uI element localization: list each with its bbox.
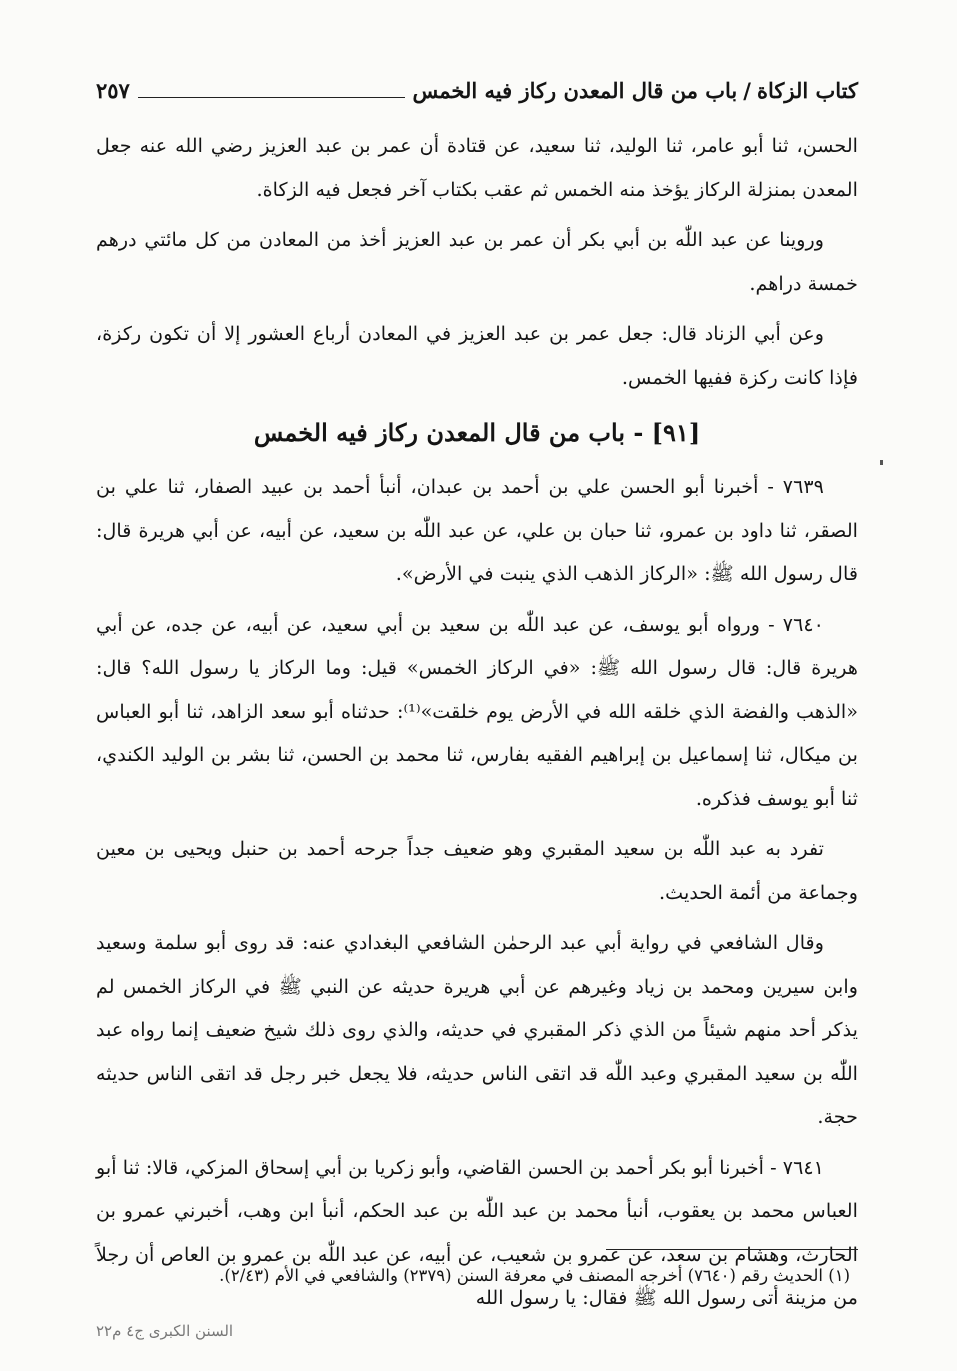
header-chapter-title: باب من قال المعدن ركاز فيه الخمس xyxy=(412,77,738,103)
hadith-7639: ٧٦٣٩ - أخبرنا أبو الحسن علي بن أحمد بن عبدان، أنبأ أحمد بن عبيد الصفار، ثنا علي بن الصقر، ثنا داود بن عمرو، ثنا حبان بن علي، عن عبد اللّٰه بن سعيد، عن أبيه، عن أبي هريرة قال: قال رسول الله ﷺ: «الركاز الذهب الذي ينبت في الأرض». xyxy=(96,475,858,585)
header-book-title: كتاب الزكاة xyxy=(756,77,858,103)
hadith-7640: ٧٦٤٠ - ورواه أبو يوسف، عن عبد اللّٰه بن سعيد بن أبي سعيد، عن أبيه، عن جده، عن أبي هريرة قال: قال رسول الله ﷺ: «في الركاز الخمس» قيل: وما الركاز يا رسول الله؟ قال: «الذهب والفضة الذي خلقه الله في الأرض يوم خلقت»⁽¹⁾: حدثناه أبو سعد الزاهد، ثنا أبو العباس بن ميكال، ثنا إسماعيل بن إبراهيم الفقيه بفارس، ثنا محمد بن الحسن، ثنا بشر بن الوليد الكندي، ثنا أبو يوسف فذكره. xyxy=(96,612,858,810)
volume-mark: السنن الكبرى ج٤ م٢٢ xyxy=(96,1322,234,1340)
paragraph: الحسن، ثنا أبو عامر، ثنا الوليد، ثنا سعيد، عن قتادة أن عمر بن عبد العزيز رضي الله عنه جعل المعدن بمنزلة الركاز يؤخذ منه الخمس ثم عقب بكتاب آخر فجعل فيه الزكاة. xyxy=(96,134,858,201)
running-header xyxy=(96,72,858,108)
hadith-7641: ٧٦٤١ - أخبرنا أبو بكر أحمد بن الحسن القاضي، وأبو زكريا بن أبي إسحاق المزكي، قالا: ثنا أبو العباس محمد بن يعقوب، أنبأ محمد بن عبد اللّٰه بن عبد الحكم، أنبأ ابن وهب، أخبرني عمرو بن الحارث، وهشام بن سعد، عن عمرو بن شعيب، عن أبيه، عن عبد اللّٰه بن عمرو بن العاص أن رجلاً من مزينة أتى رسول الله ﷺ فقال: يا رسول الله xyxy=(96,1155,858,1309)
page xyxy=(96,0,858,1371)
footnote: (١) الحديث رقم (٧٦٤٠) أخرجه المصنف في معرفة السنن (٢٣٧٩) والشافعي في الأم (٢/٤٣). xyxy=(219,1266,850,1285)
footnote-separator xyxy=(606,1249,858,1250)
margin-mark xyxy=(880,460,883,465)
paragraph: تفرد به عبد اللّٰه بن سعيد المقبري وهو ضعيف جداً جرحه أحمد بن حنبل ويحيى بن معين وجماعة من أئمة الحديث. xyxy=(96,837,858,904)
paragraph: وروينا عن عبد اللّٰه بن أبي بكر أن عمر بن عبد العزيز أخذ من المعادن من كل مائتي درهم خمسة دراهم. xyxy=(96,228,858,295)
main-text xyxy=(96,124,858,1327)
page-number: ٢٥٧ xyxy=(96,77,130,103)
paragraph: وقال الشافعي في رواية أبي عبد الرحمٰن الشافعي البغدادي عنه: قد روى أبو سلمة وسعيد وابن سيرين ومحمد بن زياد وغيرهم عن أبي هريرة حديثه عن النبي ﷺ في الركاز الخمس لم يذكر أحد منهم شيئاً من الذي ذكر المقبري في حديثه، والذي روى ذلك شيخ ضعيف إنما رواه عبد اللّٰه بن سعيد المقبري وعبد اللّٰه قد اتقى الناس حديثه، فلا يجعل خبر رجل قد اتقى الناس حديثه حجة. xyxy=(96,931,858,1128)
paragraph: وعن أبي الزناد قال: جعل عمر بن عبد العزيز في المعادن أرباع العشور إلا أن تكون ركزة، فإذا كانت ركزة ففيها الخمس. xyxy=(96,322,858,389)
header-separator: / xyxy=(743,77,751,103)
header-rule xyxy=(138,97,405,98)
chapter-heading: [٩١] - باب من قال المعدن ركاز فيه الخمس xyxy=(253,418,701,447)
